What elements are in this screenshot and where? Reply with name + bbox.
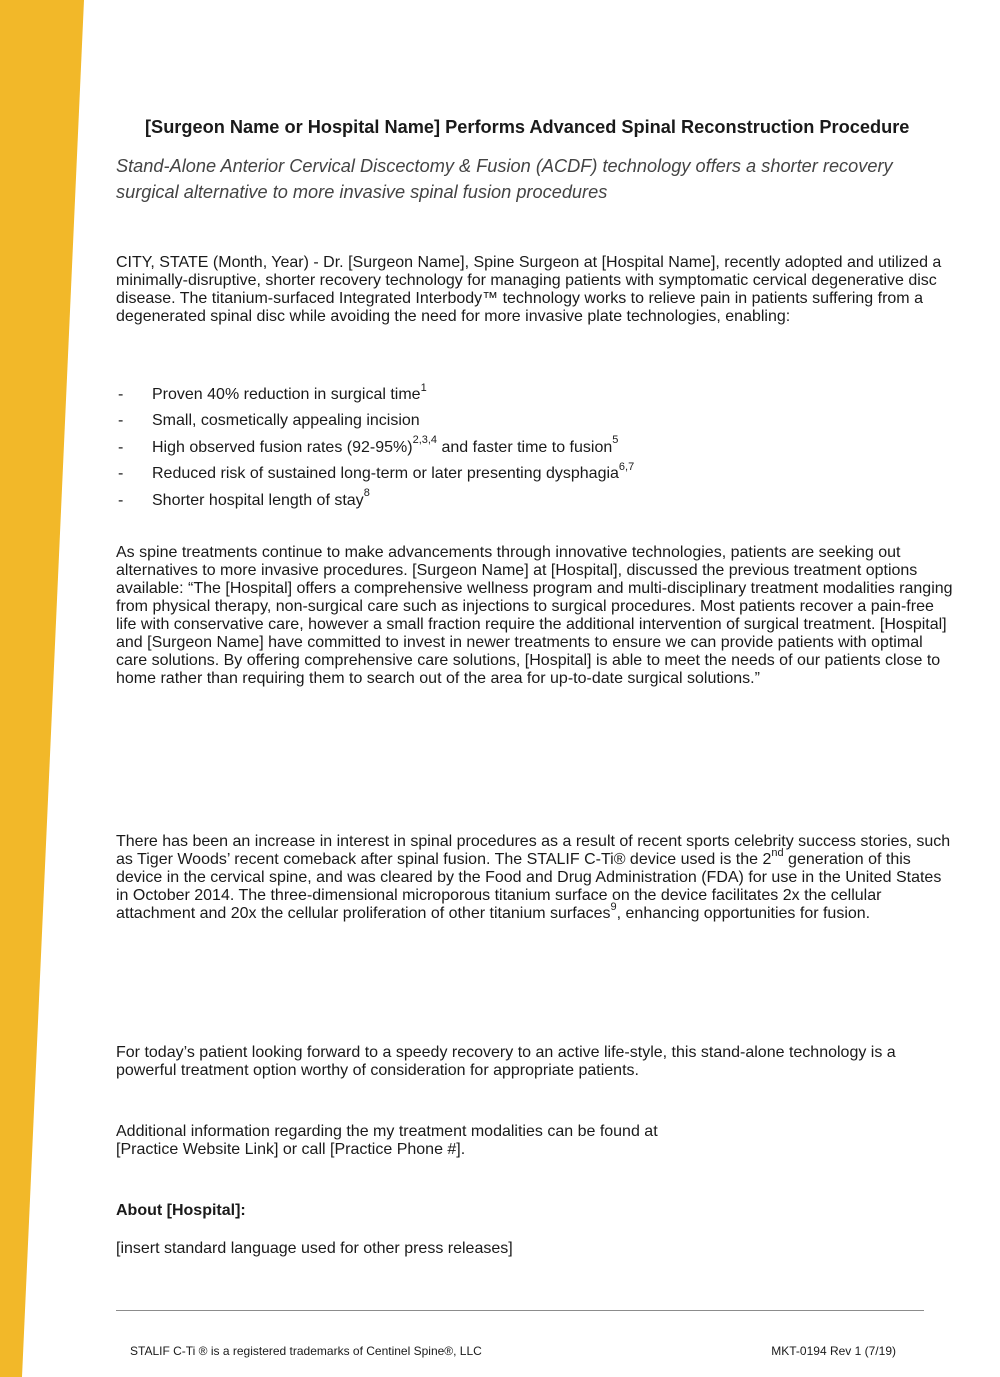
device-paragraph-part-c: , enhancing opportunities for fusion. xyxy=(616,905,871,922)
footer-divider xyxy=(116,1310,924,1311)
device-paragraph-part-a: There has been an increase in interest in spinal procedures as a result of recent sports celebrity success stories, such as Tiger Woods’ recent comeback after spinal fusion. The STALIF C-Ti® device used is the 2 xyxy=(116,833,951,868)
contact-paragraph xyxy=(116,1123,958,1159)
intro-paragraph: CITY, STATE (Month, Year) - Dr. [Surgeon Name], Spine Surgeon at [Hospital Name], recently adopted and utilized a minimally-disruptive, shorter recovery technology for managing patients with symptomatic cervical degenerative disc disease. The titanium-surfaced Integrated Interbody™ technology works to relieve pain in patients suffering from a degenerated spinal disc while avoiding the need for more invasive plate technologies, enabling: xyxy=(116,254,942,325)
footnote-ref: 6,7 xyxy=(618,460,635,473)
page-subtitle: Stand-Alone Anterior Cervical Discectomy & Fusion (ACDF) technology offers a shorter recovery surgical alternative to more invasive spinal fusion procedures xyxy=(116,156,893,203)
footnote-ref: 2,3,4 xyxy=(412,434,438,447)
footer-trademark: STALIF C-Ti ® is a registered trademarks of Centinel Spine®, LLC xyxy=(130,1344,482,1358)
list-item xyxy=(116,381,958,412)
footnote-ref: 1 xyxy=(420,381,427,394)
footnote-ref: 8 xyxy=(363,487,370,500)
contact-line-2: [Practice Website Link] or call [Practice Phone #]. xyxy=(116,1141,466,1158)
list-item-text: High observed fusion rates (92-95%) xyxy=(152,438,413,456)
list-item-text: Shorter hospital length of stay xyxy=(152,491,364,509)
list-item-text: Proven 40% reduction in surgical time xyxy=(152,386,421,403)
page-title: [Surgeon Name or Hospital Name] Performs Advanced Spinal Reconstruction Procedure xyxy=(145,117,910,137)
patient-paragraph: For today’s patient looking forward to a speedy recovery to an active life-style, this stand-alone technology is a powerful treatment option worthy of consideration for appropriate patients. xyxy=(116,1044,896,1079)
bullet-dash: - xyxy=(118,465,124,483)
treatments-paragraph: As spine treatments continue to make advancements through innovative technologies, patients are seeking out alternatives to more invasive procedures. [Surgeon Name] at [Hospital], discussed the previous treatment options available: “The [Hospital] offers a comprehensive wellness program and multi-disciplinary treatment modalities ranging from physical therapy, non-surgical care such as injections to surgical procedures. Most patients recover a pain-free life with conservative care, however a small fraction require the additional intervention of surgical treatment. [Hospital] and [Surgeon Name] have committed to invest in newer treatments to ensure we can provide patients with optimal care solutions. By offering comprehensive care solutions, [Hospital] is able to meet the needs of our patients close to home rather than requiring them to search out of the area for up-to-date surgical solutions.” xyxy=(116,544,953,687)
benefits-list xyxy=(116,381,958,518)
about-heading: About [Hospital]: xyxy=(116,1202,246,1219)
bullet-dash: - xyxy=(118,438,124,456)
device-paragraph-part-b: generation of this device in the cervical spine, and was cleared by the Food and Drug Administration (FDA) for use in the United States in October 2014. The three-dimensional microporous titanium surface on the device facilitates 2x the cellular attachment and 20x the cellular proliferation of other titanium surfaces xyxy=(116,851,942,922)
list-item xyxy=(116,412,958,438)
footnote-ref: 5 xyxy=(612,434,619,447)
bullet-dash: - xyxy=(118,491,124,509)
bullet-dash: - xyxy=(118,386,124,403)
list-item xyxy=(116,460,958,491)
list-item-text: Small, cosmetically appealing incision xyxy=(152,412,420,430)
ordinal-suffix: nd xyxy=(771,846,784,859)
list-item-text: Reduced risk of sustained long-term or later presenting dysphagia xyxy=(152,465,619,483)
footer-doc-code: MKT-0194 Rev 1 (7/19) xyxy=(771,1344,896,1358)
device-paragraph xyxy=(116,833,958,923)
footnote-ref: 9 xyxy=(610,900,617,913)
bullet-dash: - xyxy=(118,412,124,430)
list-item xyxy=(116,434,958,465)
list-item-text-tail: and faster time to fusion xyxy=(437,438,613,456)
contact-line-1: Additional information regarding the my treatment modalities can be found at xyxy=(116,1123,658,1140)
list-item xyxy=(116,487,958,518)
about-body: [insert standard language used for other press releases] xyxy=(116,1240,513,1257)
accent-stripe xyxy=(0,0,110,1377)
